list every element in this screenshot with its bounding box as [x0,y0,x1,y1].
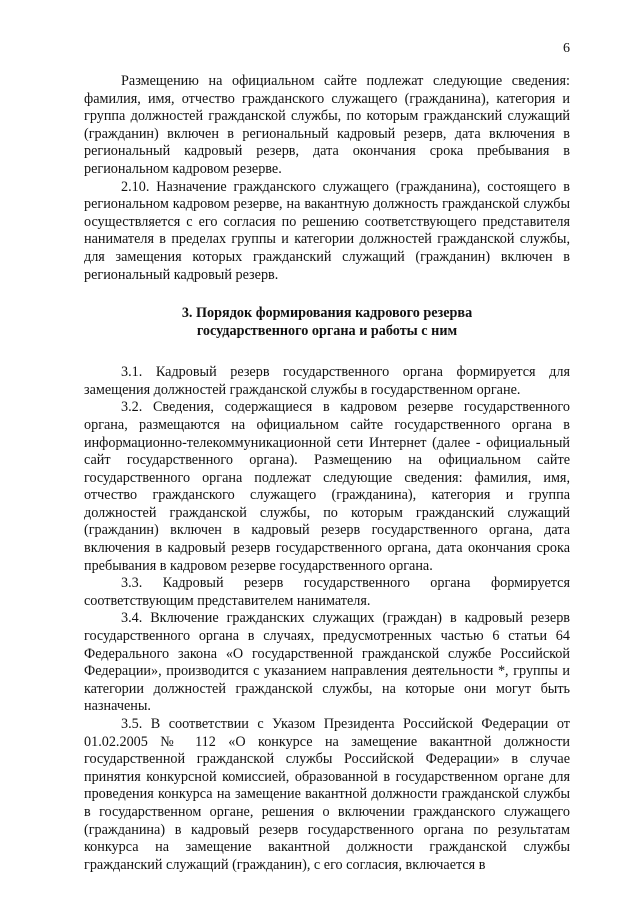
paragraph-3-2: 3.2. Сведения, содержащиеся в кадровом резерве государственного органа, размещаются на официальном сайте государственного органа в информационно-телекоммуникационной сети Интернет (далее - официальный сайт государственного органа). Размещению на официальном сайте государственного органа подлежат следующие сведения: фамилия, имя, отчество гражданского служащего (гражданина), категория и группа должностей гражданской службы, по которым гражданский служащий (гражданин) включен в кадровый резерв государственного органа, дата включения в кадровый резерв государственного органа, дата окончания срока пребывания в кадровом резерве государственного органа. [84,399,570,574]
section-heading [84,304,570,340]
paragraph-3-3: 3.3. Кадровый резерв государственного органа формируется соответствующим представителем нанимателя. [84,575,570,609]
section-heading-line-1: 3. Порядок формирования кадрового резерва [181,305,473,322]
page-number: 6 [563,41,570,56]
paragraph-site-info: Размещению на официальном сайте подлежат следующие сведения: фамилия, имя, отчество гражданского служащего (гражданина), категория и группа должностей гражданской службы, по которым гражданский служащий (гражданин) включен в региональный кадровый резерв, дата включения в региональный кадровый резерв, дата окончания срока пребывания в региональном кадровом резерве. [84,73,570,177]
paragraph-2-10: 2.10. Назначение гражданского служащего (гражданина), состоящего в региональном кадровом резерве, на вакантную должность гражданской службы осуществляется с его согласия по решению соответствующего представителя нанимателя в пределах группы и категории должностей гражданской службы, для замещения которых гражданский служащий (гражданин) включен в региональный кадровый резерв. [84,178,570,283]
paragraph-3-4: 3.4. Включение гражданских служащих (граждан) в кадровый резерв государственного органа в случаях, предусмотренных частью 6 статьи 64 Федерального закона «О государственной гражданской службе Российской Федерации», производится с указанием направления деятельности *, группы и категории должностей гражданской службы, на которые они могут быть назначены. [84,610,570,715]
paragraph-3-5: 3.5. В соответствии с Указом Президента Российской Федерации от 01.02.2005 № 112 «О конкурсе на замещение вакантной должности государственной гражданской службы Российской Федерации» в случае принятия конкурсной комиссией, образованной в государственном органе для проведения конкурса на замещение вакантной должности гражданской службы в государственном органе, решения о включении гражданского служащего (гражданина) в кадровый резерв государственного органа по результатам конкурса на замещение вакантной должности гражданской службы гражданский служащий (гражданин), с его согласия, включается в [84,716,570,873]
document-body [84,73,570,874]
paragraph-3-1: 3.1. Кадровый резерв государственного органа формируется для замещения должностей гражданской службы в государственном органе. [84,364,570,398]
section-heading-line-2: государственного органа и работы с ним [196,323,458,340]
